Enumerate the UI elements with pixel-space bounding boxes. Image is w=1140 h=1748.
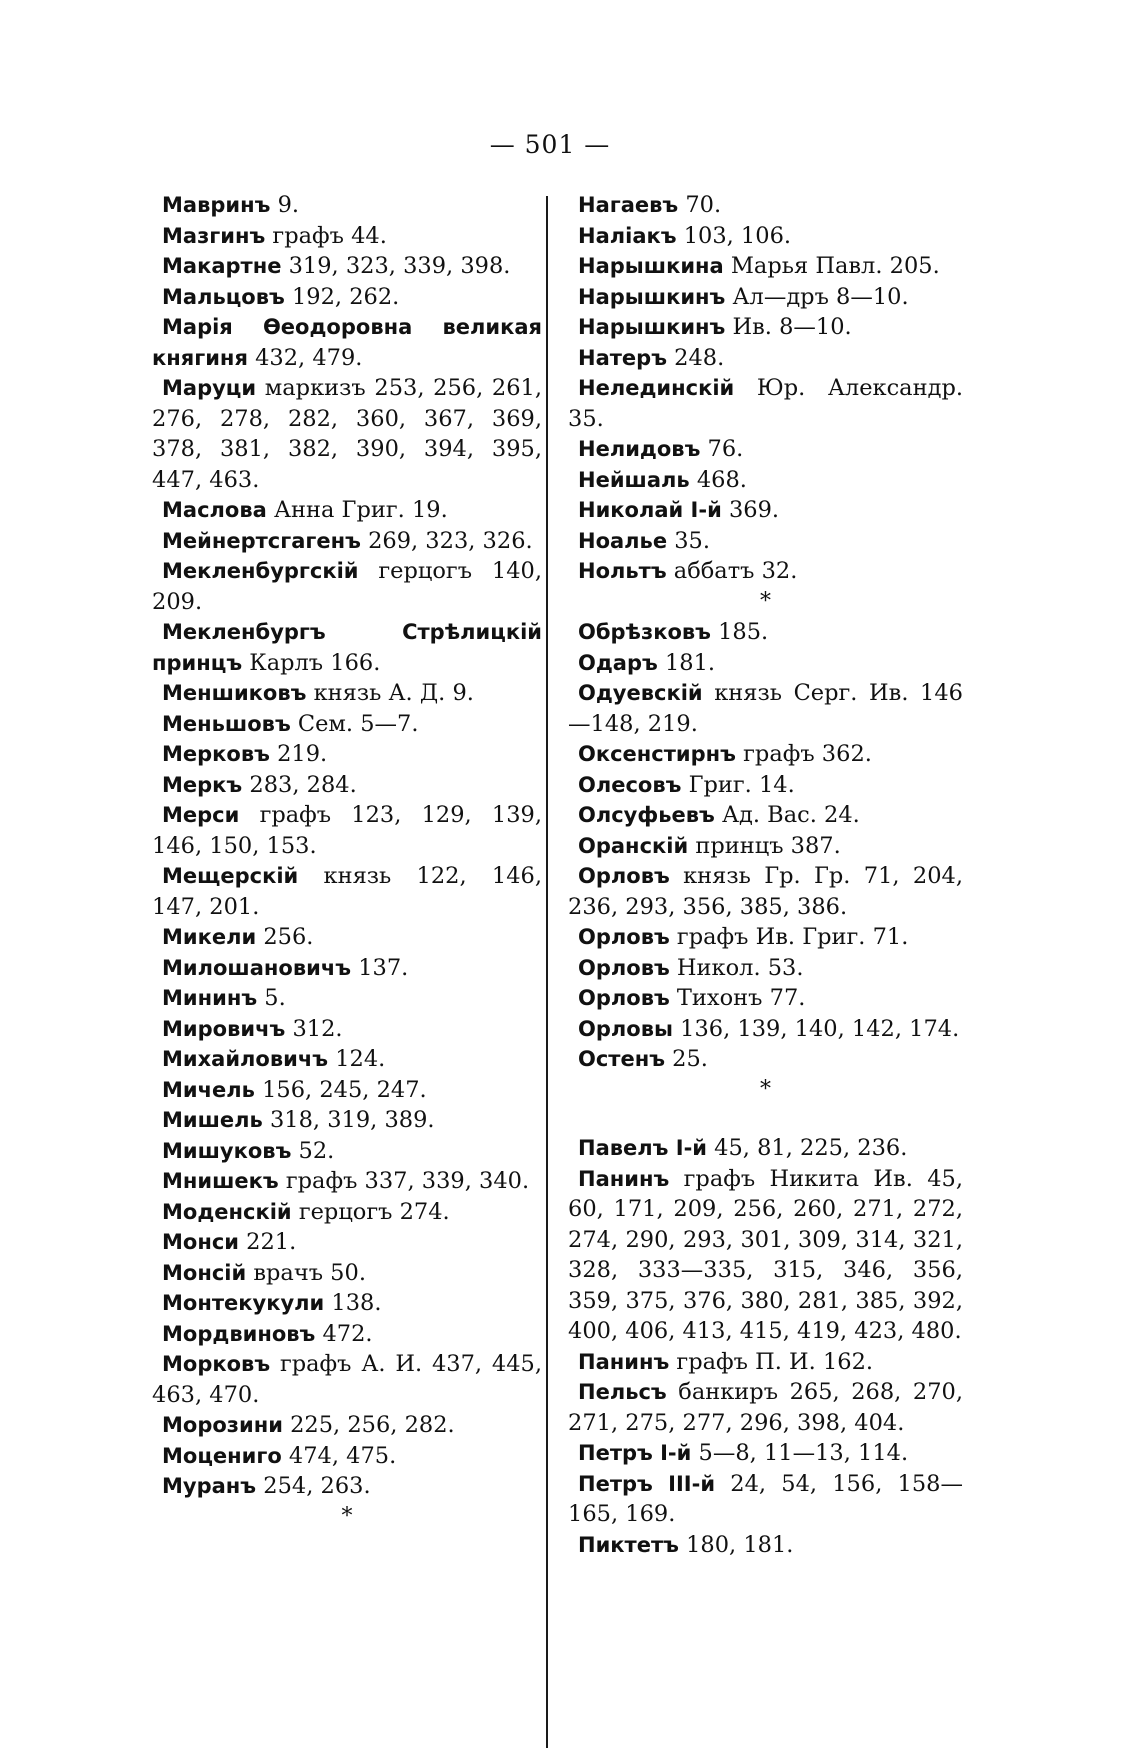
entry-name: Маруци xyxy=(162,376,257,400)
index-entry xyxy=(568,495,963,526)
entry-name: Мировичъ xyxy=(162,1016,286,1041)
entry-references: графъ 337, 339, 340. xyxy=(285,1168,530,1194)
index-column-right xyxy=(568,190,963,1560)
index-entry xyxy=(152,556,542,617)
entry-name: Панинъ xyxy=(578,1349,670,1374)
section-separator-star: * xyxy=(341,1503,353,1529)
index-entry xyxy=(152,770,542,801)
entry-references: Ив. 8—10. xyxy=(732,314,852,340)
entry-references: графъ 362. xyxy=(743,741,872,767)
entry-references: 25. xyxy=(672,1046,708,1072)
index-entry xyxy=(568,373,963,434)
entry-references: 185. xyxy=(718,619,769,645)
entry-name: Мазгинъ xyxy=(162,223,266,248)
entry-name: Панинъ xyxy=(578,1166,670,1191)
entry-references: принцъ 387. xyxy=(695,832,841,859)
entry-name: Мещерскій xyxy=(162,864,299,888)
index-column-left xyxy=(152,190,542,1532)
index-entry xyxy=(152,739,542,770)
index-entry xyxy=(152,983,542,1014)
index-entry xyxy=(152,1044,542,1075)
index-entry xyxy=(152,1288,542,1319)
index-entry xyxy=(568,1469,963,1530)
index-entry xyxy=(568,251,963,282)
entry-name: Оксенстирнъ xyxy=(578,742,736,766)
entry-references: 319, 323, 339, 398. xyxy=(288,253,511,279)
entry-name: Оранскій xyxy=(578,833,689,858)
entry-references: 256. xyxy=(263,924,314,950)
entry-name: Микели xyxy=(162,925,257,949)
section-gap xyxy=(568,1105,963,1133)
entry-name: Мавринъ xyxy=(162,193,271,217)
entry-references: 225, 256, 282. xyxy=(290,1412,455,1438)
entry-name: Меншиковъ xyxy=(162,681,307,705)
entry-name: Пельсъ xyxy=(578,1380,667,1404)
index-entry xyxy=(568,678,963,739)
column-divider xyxy=(546,196,548,1748)
entry-references: 70. xyxy=(685,192,722,218)
index-entry xyxy=(568,526,963,557)
index-entry xyxy=(568,1530,963,1561)
entry-name: Монси xyxy=(162,1230,239,1254)
entry-name: Нарышкинъ xyxy=(578,284,726,309)
index-entry xyxy=(568,343,963,374)
entry-name: Нагаевъ xyxy=(578,193,679,217)
entry-name: Нольтъ xyxy=(578,559,667,583)
index-entry xyxy=(152,1014,542,1045)
entry-references: графъ Ив. Григ. 71. xyxy=(676,924,909,950)
index-entry xyxy=(152,1166,542,1197)
index-entry xyxy=(568,953,963,984)
index-entry xyxy=(152,221,542,252)
entry-references: 221. xyxy=(246,1229,297,1255)
entry-references: 468. xyxy=(696,466,747,493)
index-entry xyxy=(152,312,542,373)
entry-name: Мишуковъ xyxy=(162,1138,292,1163)
index-entry xyxy=(568,617,963,648)
entry-name: Монсій xyxy=(162,1260,247,1285)
entry-name: Мальцовъ xyxy=(162,284,285,309)
entry-name: Морковъ xyxy=(162,1352,271,1376)
index-entry xyxy=(568,1014,963,1045)
index-entry xyxy=(152,617,542,678)
entry-name: Нелединскій xyxy=(578,376,735,400)
index-entry xyxy=(152,1197,542,1228)
index-entry xyxy=(152,495,542,526)
entry-name: Нарышкинъ xyxy=(578,315,726,339)
index-entry xyxy=(152,1105,542,1136)
index-entry xyxy=(568,861,963,922)
entry-name: Петръ І-й xyxy=(578,1441,692,1465)
index-entry xyxy=(152,861,542,922)
entry-references: графъ 44. xyxy=(272,222,387,249)
index-entry xyxy=(568,983,963,1014)
index-entry xyxy=(152,251,542,282)
entry-name: Нейшаль xyxy=(578,467,690,492)
entry-references: 248. xyxy=(674,344,725,371)
entry-name: Мейнертсгагенъ xyxy=(162,528,361,553)
index-group-p xyxy=(568,1133,963,1560)
section-separator-star: * xyxy=(760,1076,771,1102)
entry-name: Пиктетъ xyxy=(578,1532,679,1557)
entry-name: Мекленбургскій xyxy=(162,559,359,583)
entry-references: Карлъ 166. xyxy=(249,649,381,676)
index-entry xyxy=(568,312,963,343)
index-entry xyxy=(568,221,963,252)
entry-name: Марія Өеодоровна великая княгиня xyxy=(152,315,542,370)
entry-name: Орловъ xyxy=(578,864,670,888)
index-entry xyxy=(152,1441,542,1472)
entry-references: герцогъ 274. xyxy=(298,1198,450,1225)
index-entry xyxy=(568,1133,963,1164)
entry-name: Мекленбургъ Стрѣлицкій принцъ xyxy=(152,620,542,675)
index-entry xyxy=(152,1349,542,1410)
entry-references: 138. xyxy=(331,1290,382,1316)
entry-references: 369. xyxy=(728,497,780,523)
entry-references: Никол. 53. xyxy=(676,954,804,981)
entry-name: Мерковъ xyxy=(162,742,270,766)
entry-name: Меркъ xyxy=(162,772,243,797)
index-entry xyxy=(152,1258,542,1289)
entry-name: Павелъ І-й xyxy=(578,1136,707,1160)
entry-references: князь 122, 146, 147, 201. xyxy=(152,863,542,920)
index-entry xyxy=(568,648,963,679)
entry-references: князь А. Д. 9. xyxy=(313,680,474,706)
entry-references: аббатъ 32. xyxy=(673,558,798,584)
entry-references: Марья Павл. 205. xyxy=(730,253,940,279)
entry-name: Натеръ xyxy=(578,345,667,370)
entry-references: графъ П. И. 162. xyxy=(676,1348,874,1375)
entry-name: Орловъ xyxy=(578,986,670,1010)
index-entry xyxy=(568,1347,963,1378)
entry-references: 269, 323, 326. xyxy=(368,527,533,554)
index-entry xyxy=(152,1471,542,1502)
index-entry xyxy=(152,953,542,984)
entry-name: Мичель xyxy=(162,1077,255,1102)
entry-references: Ад. Вас. 24. xyxy=(721,802,860,828)
index-entry xyxy=(568,1438,963,1469)
index-entry xyxy=(152,1075,542,1106)
entry-references: Григ. 14. xyxy=(688,771,795,798)
entry-name: Одаръ xyxy=(578,650,658,675)
entry-name: Олсуфьевъ xyxy=(578,803,715,827)
entry-references: графъ 123, 129, 139, 146, 150, 153. xyxy=(152,802,543,859)
entry-references: 472. xyxy=(322,1320,373,1347)
entry-name: Мнишекъ xyxy=(162,1169,279,1193)
entry-references: 283, 284. xyxy=(249,771,357,798)
entry-references: 9. xyxy=(277,192,300,218)
entry-references: банкиръ 265, 268, 270, 271, 275, 277, 296, 398, 404. xyxy=(568,1379,963,1436)
entry-references: 254, 263. xyxy=(263,1473,371,1499)
entry-name: Олесовъ xyxy=(578,772,682,797)
entry-references: Юр. Александр. 35. xyxy=(568,375,963,432)
entry-references: графъ А. И. 437, 445, 463, 470. xyxy=(152,1351,542,1408)
entry-name: Остенъ xyxy=(578,1047,666,1071)
entry-references: врачъ 50. xyxy=(253,1259,366,1286)
index-entry xyxy=(568,556,963,587)
index-group-o xyxy=(568,617,963,1075)
entry-name: Орловы xyxy=(578,1016,673,1041)
entry-references: князь Серг. Ив. 146—148, 219. xyxy=(568,680,963,737)
entry-references: Сем. 5—7. xyxy=(297,710,419,737)
entry-name: Монтекукули xyxy=(162,1291,325,1315)
entry-name: Наліакъ xyxy=(578,223,677,248)
entry-references: 136, 139, 140, 142, 174. xyxy=(680,1015,960,1042)
entry-references: 318, 319, 389. xyxy=(269,1107,435,1133)
entry-references: 5. xyxy=(264,985,286,1011)
index-entry xyxy=(568,831,963,862)
index-entry xyxy=(568,1377,963,1438)
entry-name: Мерси xyxy=(162,803,240,827)
index-group-n xyxy=(568,190,963,587)
index-entry xyxy=(152,1319,542,1350)
entry-name: Николай І-й xyxy=(578,498,722,522)
index-entry xyxy=(152,1227,542,1258)
entry-references: 156, 245, 247. xyxy=(262,1076,427,1103)
entry-name: Мининъ xyxy=(162,986,258,1010)
entry-name: Моцениго xyxy=(162,1443,282,1468)
index-entry xyxy=(568,1044,963,1075)
entry-name: Моденскій xyxy=(162,1199,292,1224)
entry-references: герцогъ 140, 209. xyxy=(152,558,542,615)
entry-name: Петръ ІІІ-й xyxy=(578,1471,716,1496)
entry-references: 76. xyxy=(707,436,744,462)
index-entry xyxy=(152,800,542,861)
entry-name: Милошановичъ xyxy=(162,955,352,980)
index-entry xyxy=(568,282,963,313)
entry-name: Меньшовъ xyxy=(162,711,291,736)
entry-references: Ал—дръ 8—10. xyxy=(732,283,909,310)
index-entry xyxy=(152,373,542,495)
entry-name: Орловъ xyxy=(578,925,670,949)
entry-name: Михайловичъ xyxy=(162,1047,329,1071)
index-entry xyxy=(152,1136,542,1167)
entry-references: Тихонъ 77. xyxy=(676,985,806,1011)
entry-references: 52. xyxy=(298,1137,335,1164)
entry-references: 24, 54, 156, 158—165, 169. xyxy=(568,1470,963,1527)
index-entry xyxy=(568,190,963,221)
entry-references: 474, 475. xyxy=(288,1442,397,1469)
index-entry xyxy=(152,1410,542,1441)
entry-name: Одуевскій xyxy=(578,681,703,705)
page-number: — 501 — xyxy=(489,130,611,159)
index-entry xyxy=(152,526,542,557)
index-entry xyxy=(568,800,963,831)
entry-references: Анна Григ. 19. xyxy=(273,497,448,523)
index-entry xyxy=(568,1164,963,1347)
entry-references: 192, 262. xyxy=(291,283,400,310)
entry-name: Мордвиновъ xyxy=(162,1321,316,1346)
index-entry xyxy=(568,739,963,770)
index-entry xyxy=(152,190,542,221)
entry-name: Морозини xyxy=(162,1413,283,1437)
entry-references: 432, 479. xyxy=(255,344,363,371)
index-entry xyxy=(152,678,542,709)
index-entry xyxy=(152,709,542,740)
index-entry xyxy=(568,922,963,953)
entry-references: графъ Никита Ив. 45, 60, 171, 209, 256, 260, 271, 272, 274, 290, 293, 301, 309, 314, 321, 328, 333—335, 315, 346, 356, 359, 375, 376, 380, 281, 385, 392, 400, 406, 413, 415, 419, 423, 480. xyxy=(568,1165,963,1344)
entry-references: 181. xyxy=(664,649,716,676)
entry-references: князь Гр. Гр. 71, 204, 236, 293, 356, 385, 386. xyxy=(568,863,964,920)
entry-references: 219. xyxy=(277,741,328,767)
index-entry xyxy=(152,282,542,313)
entry-references: 137. xyxy=(358,954,409,981)
entry-references: 312. xyxy=(292,1015,343,1042)
entry-name: Орловъ xyxy=(578,955,670,980)
entry-references: 180, 181. xyxy=(686,1531,794,1558)
entry-name: Нелидовъ xyxy=(578,437,701,461)
entry-name: Мишель xyxy=(162,1108,263,1132)
entry-name: Ноалье xyxy=(578,528,668,553)
entry-name: Муранъ xyxy=(162,1474,257,1498)
index-entry xyxy=(152,922,542,953)
index-entry xyxy=(568,465,963,496)
entry-references: 35. xyxy=(674,527,711,554)
entry-references: 45, 81, 225, 236. xyxy=(714,1135,908,1161)
index-entry xyxy=(568,770,963,801)
entry-name: Нарышкина xyxy=(578,254,724,278)
entry-references: маркизъ 253, 256, 261, 276, 278, 282, 360, 367, 369, 378, 381, 382, 390, 394, 395, 447, 463. xyxy=(152,375,542,493)
entry-references: 5—8, 11—13, 114. xyxy=(698,1440,909,1466)
entry-references: 103, 106. xyxy=(683,222,792,249)
entry-name: Обрѣзковъ xyxy=(578,620,711,644)
entry-name: Маслова xyxy=(162,498,267,522)
index-entry xyxy=(568,434,963,465)
entry-references: 124. xyxy=(335,1046,386,1072)
entry-name: Макартне xyxy=(162,254,282,278)
section-separator-star: * xyxy=(760,588,771,614)
